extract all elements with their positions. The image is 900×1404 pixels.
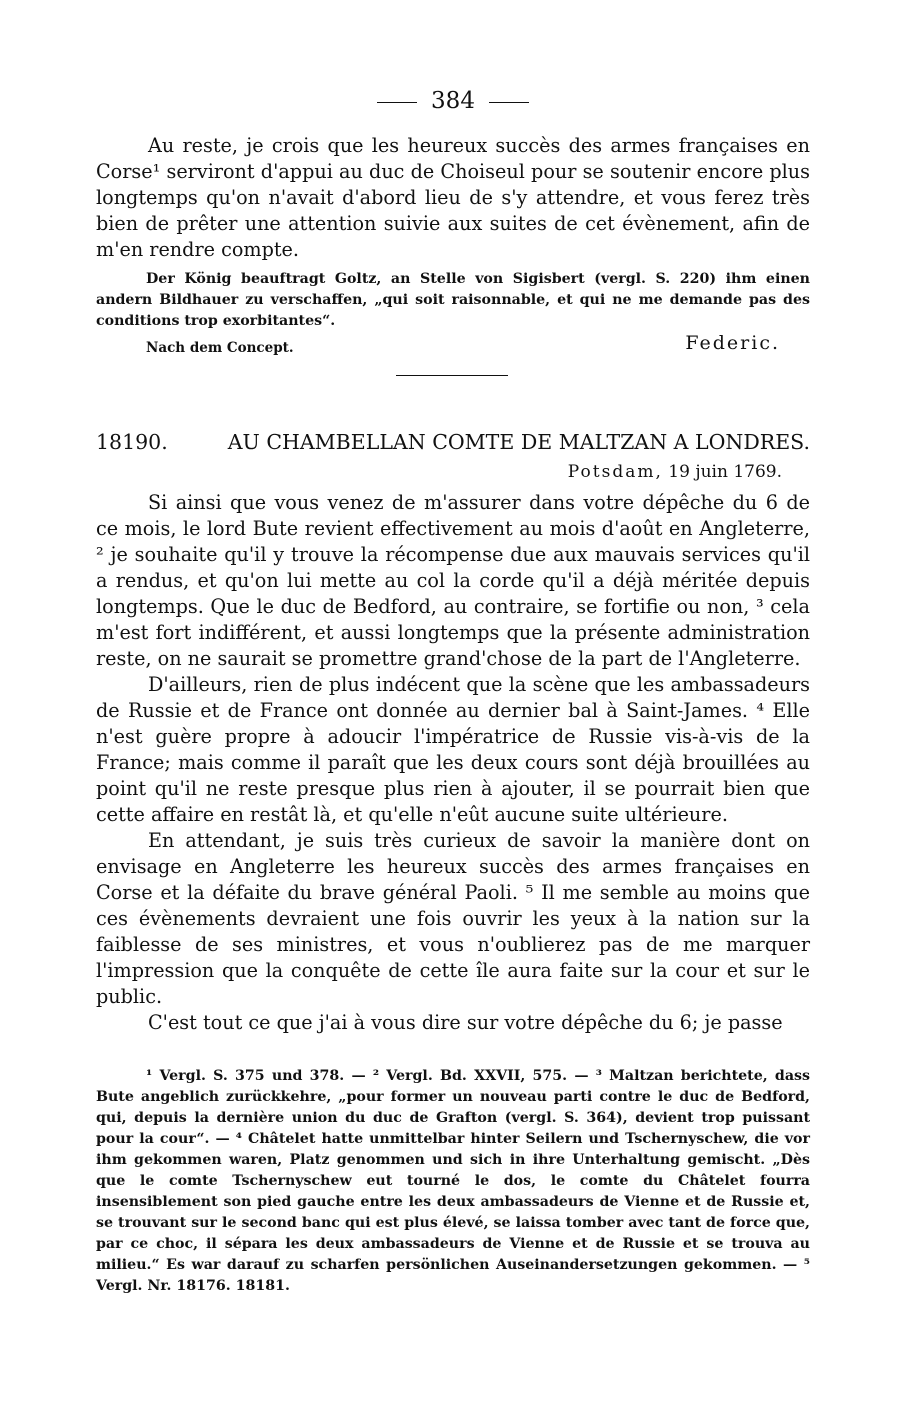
- source-note: Nach dem Concept.: [146, 340, 294, 356]
- section-divider: [396, 375, 508, 376]
- letter-date: 19 juin 1769.: [668, 462, 782, 482]
- footnotes: [96, 1066, 810, 1297]
- letter-recipient: AU CHAMBELLAN COMTE DE MALTZAN A LONDRES.: [227, 430, 810, 454]
- signature: Federic.: [685, 332, 780, 354]
- source-signature-line: [96, 332, 810, 360]
- letter-heading: [96, 428, 810, 456]
- letter-place: Potsdam,: [567, 462, 663, 482]
- page-number-text: 384: [431, 88, 475, 114]
- letter-paragraph-2: D'ailleurs, rien de plus indécent que la scène que les ambassadeurs de Russie et de France ont donnée au dernier bal à Saint-James. ⁴ Elle n'est guère propre à adoucir l'impératrice de Russie vis-à-vis de la France; mais comme il paraît que les deux cours sont déjà brouillées au point qu'il ne reste presque plus rien à ajouter, il se pourrait bien que cette affaire en restât là, et qu'elle n'eût aucune suite ultérieure.: [96, 673, 810, 826]
- page-number: [96, 86, 810, 116]
- page-number-dash-right: [489, 102, 529, 103]
- letter-number: 18190.: [96, 430, 168, 454]
- letter-paragraph-1: Si ainsi que vous venez de m'assurer dans votre dépêche du 6 de ce mois, le lord Bute revient effectivement au mois d'août en Angleterre, ² je souhaite qu'il y trouve la récompense due aux mauvais services qu'il a rendus, et qu'on lui mette au col la corde qu'il a déjà méritée depuis longtemps. Que le duc de Bedford, au contraire, se fortifie ou non, ³ cela m'est fort indifférent, et aussi longtemps que la présente administration reste, on ne saurait se promettre grand'chose de la part de l'Angleterre.: [96, 491, 810, 670]
- previous-letter-paragraph: Au reste, je crois que les heureux succès des armes françaises en Corse¹ serviront d'appui au duc de Choiseul pour se soutenir encore plus longtemps qu'on n'avait d'abord lieu de s'y attendre, et vous ferez très bien de prêter une attention suivie aux suites de cet évènement, afin de m'en rendre compte.: [96, 134, 810, 261]
- letter-paragraph-3: En attendant, je suis très curieux de savoir la manière dont on envisage en Angleterre les heureux succès des armes françaises en Corse et la défaite du brave général Paoli. ⁵ Il me semble au moins que ces évènements devraient une fois ouvrir les yeux à la nation sur la faiblesse de ses ministres, et vous n'oublierez pas de me marquer l'impression que la conquête de cette île aura faite sur la cour et sur le public.: [96, 829, 810, 1008]
- letter-body: [96, 490, 810, 1036]
- previous-letter-ending: [96, 133, 810, 332]
- place-date: [568, 460, 782, 484]
- letter-paragraph-4: C'est tout ce que j'ai à vous dire sur votre dépêche du 6; je passe: [148, 1011, 783, 1034]
- page-number-dash-left: [377, 102, 417, 103]
- editorial-note: Der König beauftragt Goltz, an Stelle von Sigisbert (vergl. S. 220) ihm einen andern Bildhauer zu verschaffen, „qui soit raisonnable, et qui ne me demande pas des conditions trop exorbitantes“.: [96, 271, 810, 329]
- footnotes-text: ¹ Vergl. S. 375 und 378. — ² Vergl. Bd. XXVII, 575. — ³ Maltzan berichtete, dass Bute angeblich zurückkehre, „pour former un nouveau parti contre le duc de Bedford, qui, depuis la dernière union du duc de Grafton (vergl. S. 364), devient trop puissant pour la cour“. — ⁴ Châtelet hatte unmittelbar hinter Seilern und Tschernyschew, die vor ihm gekommen waren, Platz genommen und sich in ihre Unterhaltung gemischt. „Dès que le comte Tschernyschew eut tourné le dos, le comte du Châtelet fourra insensiblement son pied gauche entre les deux ambassadeurs de Vienne et de Russie et, se trouvant sur le second banc qui est plus élevé, se laissa tomber avec tant de force que, par ce choc, il sépara les deux ambassadeurs de Vienne et de Russie et se trouva au milieu.“ Es war darauf zu scharfen persönlichen Auseinandersetzungen gekommen. — ⁵ Vergl. Nr. 18176. 18181.: [96, 1068, 810, 1294]
